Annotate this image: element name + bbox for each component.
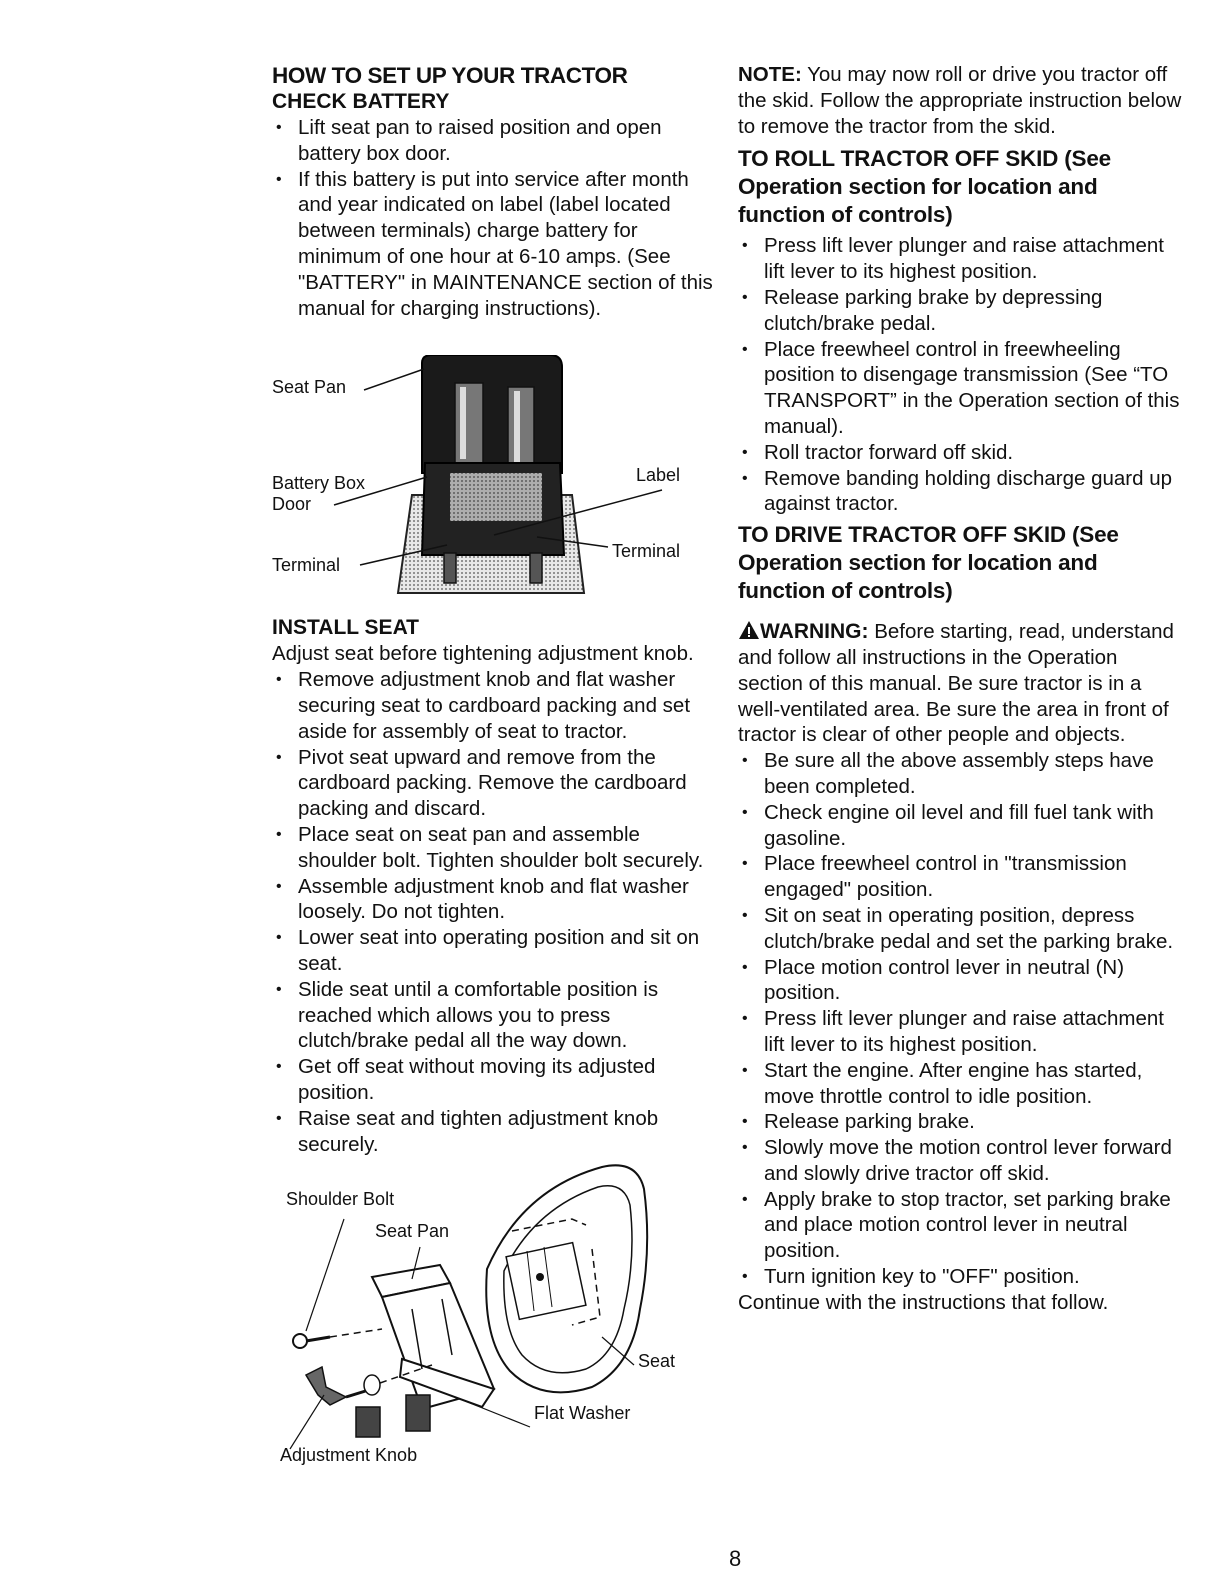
list-item: • Place motion control lever in neutral (N) position.	[738, 955, 1184, 1007]
warning-icon	[738, 620, 760, 640]
warning-label: WARNING:	[760, 620, 869, 644]
seat-figure	[272, 1159, 724, 1451]
list-item: • Sit on seat in operating position, depress clutch/brake pedal and set the parking brake.	[738, 903, 1184, 955]
roll-off-heading: TO ROLL TRACTOR OFF SKID (See Operation section for location and function of controls)	[738, 146, 1111, 228]
warning-paragraph	[738, 619, 1184, 748]
check-battery-list	[272, 115, 724, 321]
page-number: 8	[729, 1546, 742, 1571]
note-paragraph	[738, 62, 1184, 139]
list-item: • Remove banding holding discharge guard up against tractor.	[738, 466, 1184, 518]
list-item: • Pivot seat upward and remove from the cardboard packing. Remove the cardboard packing and discard.	[272, 745, 724, 822]
list-item: • Be sure all the above assembly steps have been completed.	[738, 748, 1184, 800]
list-item: • Turn ignition key to "OFF" position.	[738, 1264, 1184, 1290]
list-item: • Get off seat without moving its adjusted position.	[272, 1054, 724, 1106]
label-seat: Seat	[638, 1351, 676, 1372]
list-item: • Place freewheel control in "transmission engaged" position.	[738, 851, 1184, 903]
drive-off-heading: TO DRIVE TRACTOR OFF SKID (See Operation section for location and function of controls)	[738, 522, 1119, 604]
note-label: NOTE:	[738, 63, 802, 86]
install-seat-intro: Adjust seat before tightening adjustment knob.	[272, 642, 694, 666]
list-item: • Press lift lever plunger and raise attachment lift lever to its highest position.	[738, 233, 1184, 285]
list-item: • Place seat on seat pan and assemble shoulder bolt. Tighten shoulder bolt securely.	[272, 822, 724, 874]
closing-text: Continue with the instructions that follow.	[738, 1290, 1109, 1314]
page-title: HOW TO SET UP YOUR TRACTOR	[272, 63, 628, 88]
list-item: • Assemble adjustment knob and flat washer loosely. Do not tighten.	[272, 874, 724, 926]
label-battery-box: Battery Box	[272, 473, 366, 494]
list-item: • Check engine oil level and fill fuel tank with gasoline.	[738, 800, 1184, 852]
install-seat-list	[272, 667, 724, 1157]
check-battery-heading: CHECK BATTERY	[272, 90, 450, 113]
list-item: • Slowly move the motion control lever forward and slowly drive tractor off skid.	[738, 1135, 1184, 1187]
list-item: • Roll tractor forward off skid.	[738, 440, 1184, 466]
label-terminal-right: Terminal	[612, 541, 681, 562]
roll-off-list	[738, 233, 1184, 517]
list-item: • Remove adjustment knob and flat washer securing seat to cardboard packing and set aside for assembly of seat to tractor.	[272, 667, 724, 744]
right-column	[738, 62, 1184, 1316]
label-seat-pan: Seat Pan	[272, 377, 347, 398]
label-terminal-left: Terminal	[272, 555, 341, 576]
note-text: You may now roll or drive you tractor off the skid. Follow the appropriate instruction below to remove the tractor from the skid.	[738, 63, 1182, 138]
left-column	[272, 62, 724, 1472]
list-item: • Lower seat into operating position and sit on seat.	[272, 925, 724, 977]
battery-figure	[272, 355, 724, 607]
list-item: • Slide seat until a comfortable position is reached which allows you to press clutch/brake pedal all the way down.	[272, 977, 724, 1054]
label-door: Door	[272, 494, 312, 515]
list-item: • Press lift lever plunger and raise attachment lift lever to its highest position.	[738, 1006, 1184, 1058]
list-item: • Place freewheel control in freewheeling position to disengage transmission (See “TO TRANSPORT” in the Operation section of this manual).	[738, 337, 1184, 440]
label-flat-washer: Flat Washer	[534, 1403, 631, 1424]
install-seat-heading: INSTALL SEAT	[272, 616, 419, 640]
drive-off-list	[738, 748, 1184, 1290]
list-item: • Release parking brake.	[738, 1109, 1184, 1135]
list-item: • Apply brake to stop tractor, set parking brake and place motion control lever in neutral position.	[738, 1187, 1184, 1264]
label-label: Label	[636, 465, 681, 486]
label-adjustment-knob: Adjustment Knob	[280, 1445, 418, 1466]
label-seat-pan-2: Seat Pan	[375, 1221, 450, 1242]
list-item: • If this battery is put into service after month and year indicated on label (label located between terminals) charge battery for minimum of one hour at 6-10 amps. (See "BATTERY" in MAINTENANCE section of this manual for charging instructions).	[272, 167, 724, 322]
list-item: • Start the engine. After engine has started, move throttle control to idle position.	[738, 1058, 1184, 1110]
label-shoulder-bolt: Shoulder Bolt	[286, 1189, 395, 1210]
list-item: • Release parking brake by depressing clutch/brake pedal.	[738, 285, 1184, 337]
list-item: • Raise seat and tighten adjustment knob securely.	[272, 1106, 724, 1158]
warning-text: Before starting, read, understand and follow all instructions in the Operation section of this manual. Be sure tractor is in a well-ventilated area. Be sure the area in front of tractor is clear of other people and objects.	[738, 620, 1174, 747]
list-item: • Lift seat pan to raised position and open battery box door.	[272, 115, 724, 167]
